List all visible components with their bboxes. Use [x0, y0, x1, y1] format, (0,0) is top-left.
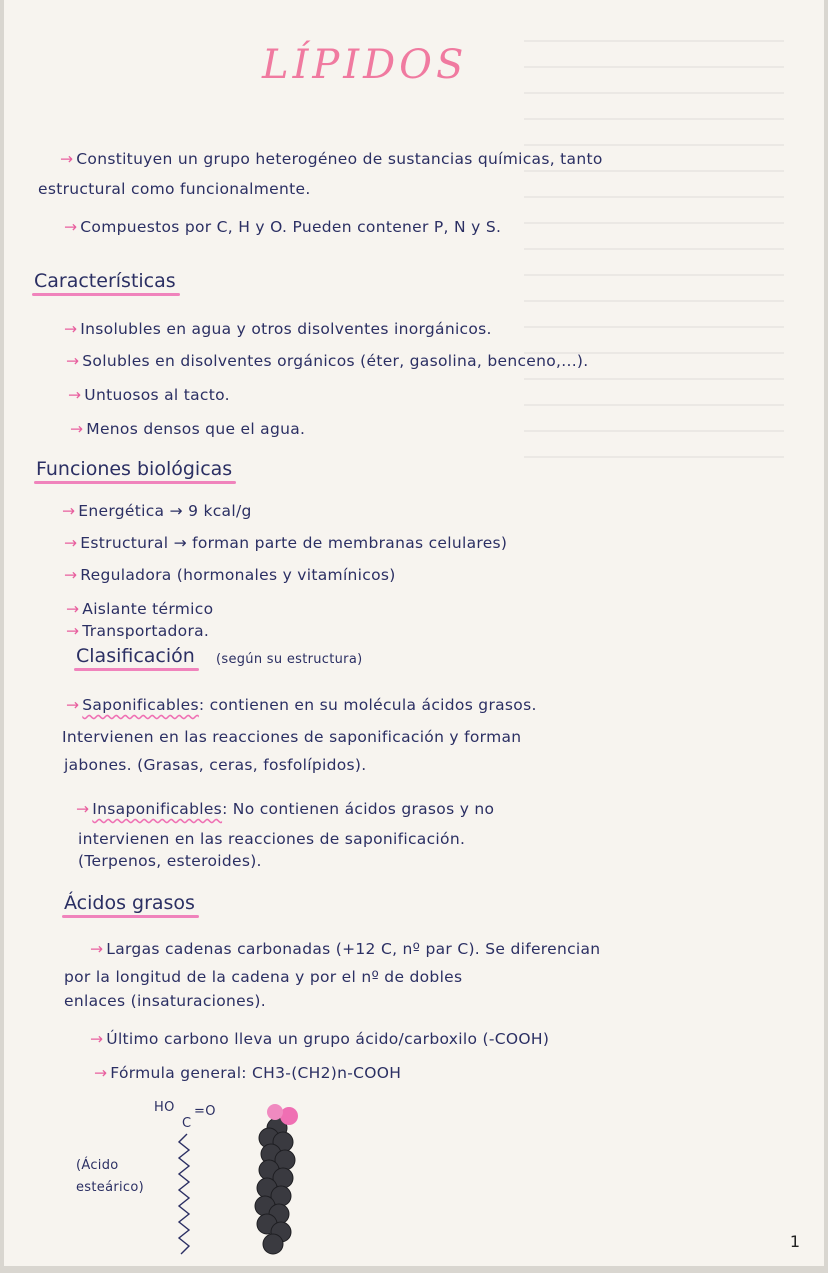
list-item-text: Energética → 9 kcal/g: [78, 502, 252, 520]
list-item-text: Estructural → forman parte de membranas celulares): [80, 534, 508, 552]
intro-text: Constituyen un grupo heterogéneo de sustancias químicas, tanto: [76, 150, 603, 168]
intro-text: Compuestos por C, H y O. Pueden contener P, N y S.: [80, 218, 502, 236]
bleed-through: [524, 40, 784, 470]
diagram-label: (Ácido: [76, 1158, 119, 1173]
formula-line: [94, 1064, 401, 1082]
page-title: LÍPIDOS: [262, 42, 468, 88]
intro-line: [60, 150, 603, 168]
notebook-page: [4, 0, 824, 1266]
insaponificables-line: (Terpenos, esteroides).: [78, 852, 262, 870]
arrow-icon: →: [90, 1030, 104, 1048]
list-item: [64, 566, 396, 584]
arrow-icon: →: [76, 800, 90, 818]
list-item: [68, 386, 230, 404]
page-number: 1: [789, 1232, 800, 1251]
list-item: [70, 420, 305, 438]
arrow-icon: →: [90, 940, 104, 958]
arrow-icon: →: [66, 622, 80, 640]
list-item-text: Solubles en disolventes orgánicos (éter, gasolina, benceno,...).: [82, 352, 589, 370]
arrow-icon: →: [66, 352, 80, 370]
list-item-text: Reguladora (hormonales y vitamínicos): [80, 566, 396, 584]
list-item: [66, 352, 589, 370]
diagram-o: =O: [194, 1104, 216, 1119]
insaponificables-term: Insaponificables: [92, 800, 223, 818]
saponificables-term: Saponificables: [82, 696, 199, 714]
insaponificables-text: : No contienen ácidos grasos y no: [222, 800, 495, 818]
formula-text: Fórmula general: CH3-(CH2)n-COOH: [110, 1064, 402, 1082]
acidos-line: enlaces (insaturaciones).: [64, 992, 266, 1010]
acidos-text: Último carbono lleva un grupo ácido/carboxilo (-COOH): [106, 1030, 550, 1048]
arrow-icon: →: [66, 696, 80, 714]
clasificacion-note: (según su estructura): [216, 652, 363, 667]
zigzag-chain-icon: [169, 1130, 209, 1260]
diagram-ho: HO: [154, 1100, 175, 1115]
insaponificables-line: [76, 800, 494, 818]
intro-text: estructural como funcionalmente.: [38, 180, 311, 198]
arrow-icon: →: [62, 502, 76, 520]
arrow-icon: →: [64, 534, 78, 552]
list-item: [66, 622, 209, 640]
list-item: [62, 502, 252, 520]
heading-clasificacion: Clasificación: [76, 645, 195, 667]
list-item-text: Menos densos que el agua.: [86, 420, 306, 438]
list-item-text: Untuosos al tacto.: [84, 386, 230, 404]
acidos-line: [90, 940, 600, 958]
list-item-text: Aislante térmico: [82, 600, 214, 618]
arrow-icon: →: [60, 150, 74, 168]
arrow-icon: →: [68, 386, 82, 404]
arrow-icon: →: [64, 566, 78, 584]
intro-line: [64, 218, 501, 236]
space-filling-model-icon: [239, 1098, 319, 1263]
acidos-text: Largas cadenas carbonadas (+12 C, nº par C). Se diferencian: [106, 940, 601, 958]
diagram-c: C: [182, 1116, 192, 1131]
list-item: [64, 320, 492, 338]
insaponificables-line: intervienen en las reacciones de saponificación.: [78, 830, 466, 848]
diagram-label: esteárico): [76, 1180, 144, 1195]
arrow-icon: →: [70, 420, 84, 438]
arrow-icon: →: [94, 1064, 108, 1082]
list-item: [64, 534, 507, 552]
heading-funciones: Funciones biológicas: [36, 458, 233, 480]
arrow-icon: →: [64, 320, 78, 338]
heading-acidos-grasos: Ácidos grasos: [64, 892, 195, 914]
intro-line: [38, 180, 311, 198]
list-item: [66, 600, 213, 618]
saponificables-text: : contienen en su molécula ácidos grasos.: [198, 696, 537, 714]
arrow-icon: →: [64, 218, 78, 236]
arrow-icon: →: [66, 600, 80, 618]
list-item-text: Insolubles en agua y otros disolventes inorgánicos.: [80, 320, 492, 338]
saponificables-line: Intervienen en las reacciones de saponificación y forman: [62, 728, 522, 746]
heading-caracteristicas: Características: [34, 270, 176, 292]
acidos-line: [90, 1030, 549, 1048]
saponificables-line: [66, 696, 537, 714]
saponificables-line: jabones. (Grasas, ceras, fosfolípidos).: [64, 756, 367, 774]
list-item-text: Transportadora.: [82, 622, 210, 640]
acidos-line: por la longitud de la cadena y por el nº de dobles: [64, 968, 463, 986]
